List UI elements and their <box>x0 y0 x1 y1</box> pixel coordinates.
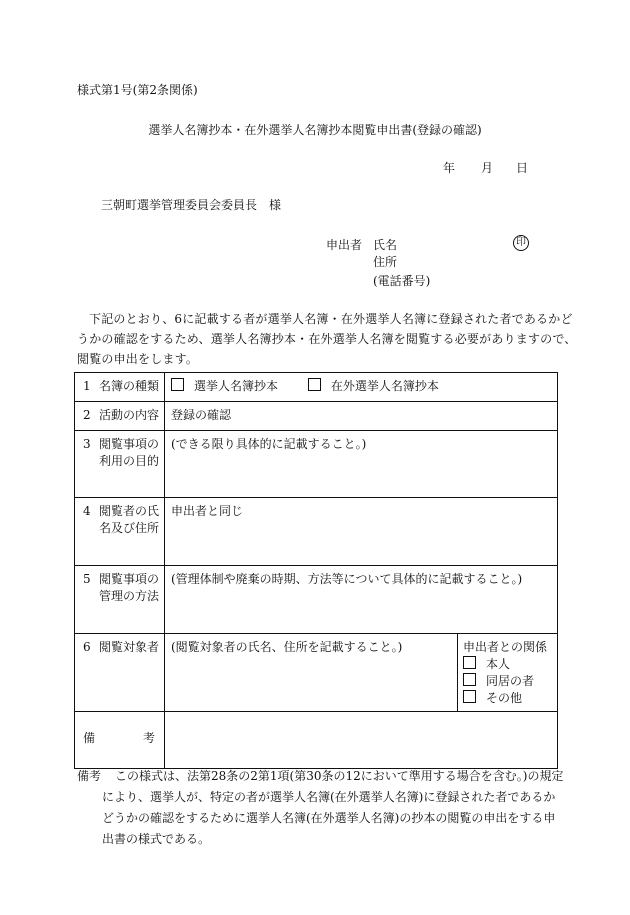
target-person-field[interactable]: (閲覧対象者の氏名、住所を記載すること。) <box>165 634 458 712</box>
intro-line: 下記のとおり、6に記載する者が選挙人名簿・在外選挙人名簿に登録された者であるかど <box>89 312 573 326</box>
footnote <box>77 766 567 850</box>
remarks-label: 備 考 <box>75 712 165 769</box>
footnote-line: 出書の様式である。 <box>102 832 211 846</box>
seal-mark: 印 <box>513 235 529 251</box>
list-type-options <box>165 373 558 402</box>
date-month: 月 <box>481 161 494 175</box>
table-row <box>75 498 558 566</box>
row-label: 1 名簿の種類 <box>75 373 165 402</box>
table-row <box>75 634 558 712</box>
relation-option-other[interactable]: その他 <box>463 690 552 707</box>
purpose-field[interactable]: (できる限り具体的に記載すること。) <box>165 431 558 498</box>
applicant-phone-label: (電話番号) <box>373 274 431 288</box>
option-voter-list[interactable]: 選挙人名簿抄本 <box>171 379 278 393</box>
checkbox[interactable] <box>308 378 321 391</box>
addressee: 三朝町選挙管理委員会委員長 様 <box>101 198 282 212</box>
footnote-line: により、選挙人が、特定の者が選挙人名簿(在外選挙人名簿)に登録された者であるか <box>102 790 556 804</box>
row-label: 5 閲覧事項の 管理の方法 <box>75 566 165 634</box>
checkbox[interactable] <box>463 673 476 686</box>
option-overseas-voter-list[interactable]: 在外選挙人名簿抄本 <box>308 379 439 393</box>
applicant-address-label: 住所 <box>373 255 398 269</box>
table-row <box>75 712 558 769</box>
checkbox[interactable] <box>463 656 476 669</box>
relation-option-cohabitant[interactable]: 同居の者 <box>463 673 552 690</box>
application-table <box>74 372 558 769</box>
management-field[interactable]: (管理体制や廃棄の時期、方法等について具体的に記載すること。) <box>165 566 558 634</box>
row-label: 2 活動の内容 <box>75 402 165 431</box>
relation-cell <box>457 634 557 712</box>
footnote-line: どうかの確認をするために選挙人名簿(在外選挙人名簿)の抄本の閲覧の申出をする申 <box>102 811 556 825</box>
footnote-label: 備考 <box>77 769 102 783</box>
remarks-field[interactable] <box>165 712 558 769</box>
applicant-name-label: 氏名 <box>373 238 398 252</box>
relation-option-self[interactable]: 本人 <box>463 656 552 673</box>
intro-line: うかの確認をするため、選挙人名簿抄本・在外選挙人名簿を閲覧する必要がありますので、 <box>77 332 577 346</box>
applicant-label: 申出者 <box>326 238 363 252</box>
intro-line: 閲覧の申出をします。 <box>77 352 199 366</box>
date-year: 年 <box>443 161 456 175</box>
row-label: 3 閲覧事項の 利用の目的 <box>75 431 165 498</box>
intro-paragraph <box>77 309 577 369</box>
form-number: 様式第1号(第2条関係) <box>77 83 198 97</box>
table-row <box>75 566 558 634</box>
table-row <box>75 373 558 402</box>
viewer-field[interactable]: 申出者と同じ <box>165 498 558 566</box>
relation-title: 申出者との関係 <box>462 640 547 654</box>
footnote-line: この様式は、法第28条の2第1項(第30条の12において準用する場合を含む。)の規定 <box>115 769 564 783</box>
row-label: 6 閲覧対象者 <box>75 634 165 712</box>
row-label: 4 閲覧者の氏 名及び住所 <box>75 498 165 566</box>
table-row <box>75 402 558 431</box>
checkbox[interactable] <box>171 378 184 391</box>
date-day: 日 <box>516 161 529 175</box>
activity-value: 登録の確認 <box>165 402 558 431</box>
page-title: 選挙人名簿抄本・在外選挙人名簿抄本閲覧申出書(登録の確認) <box>148 123 482 137</box>
checkbox[interactable] <box>463 690 476 703</box>
table-row <box>75 431 558 498</box>
